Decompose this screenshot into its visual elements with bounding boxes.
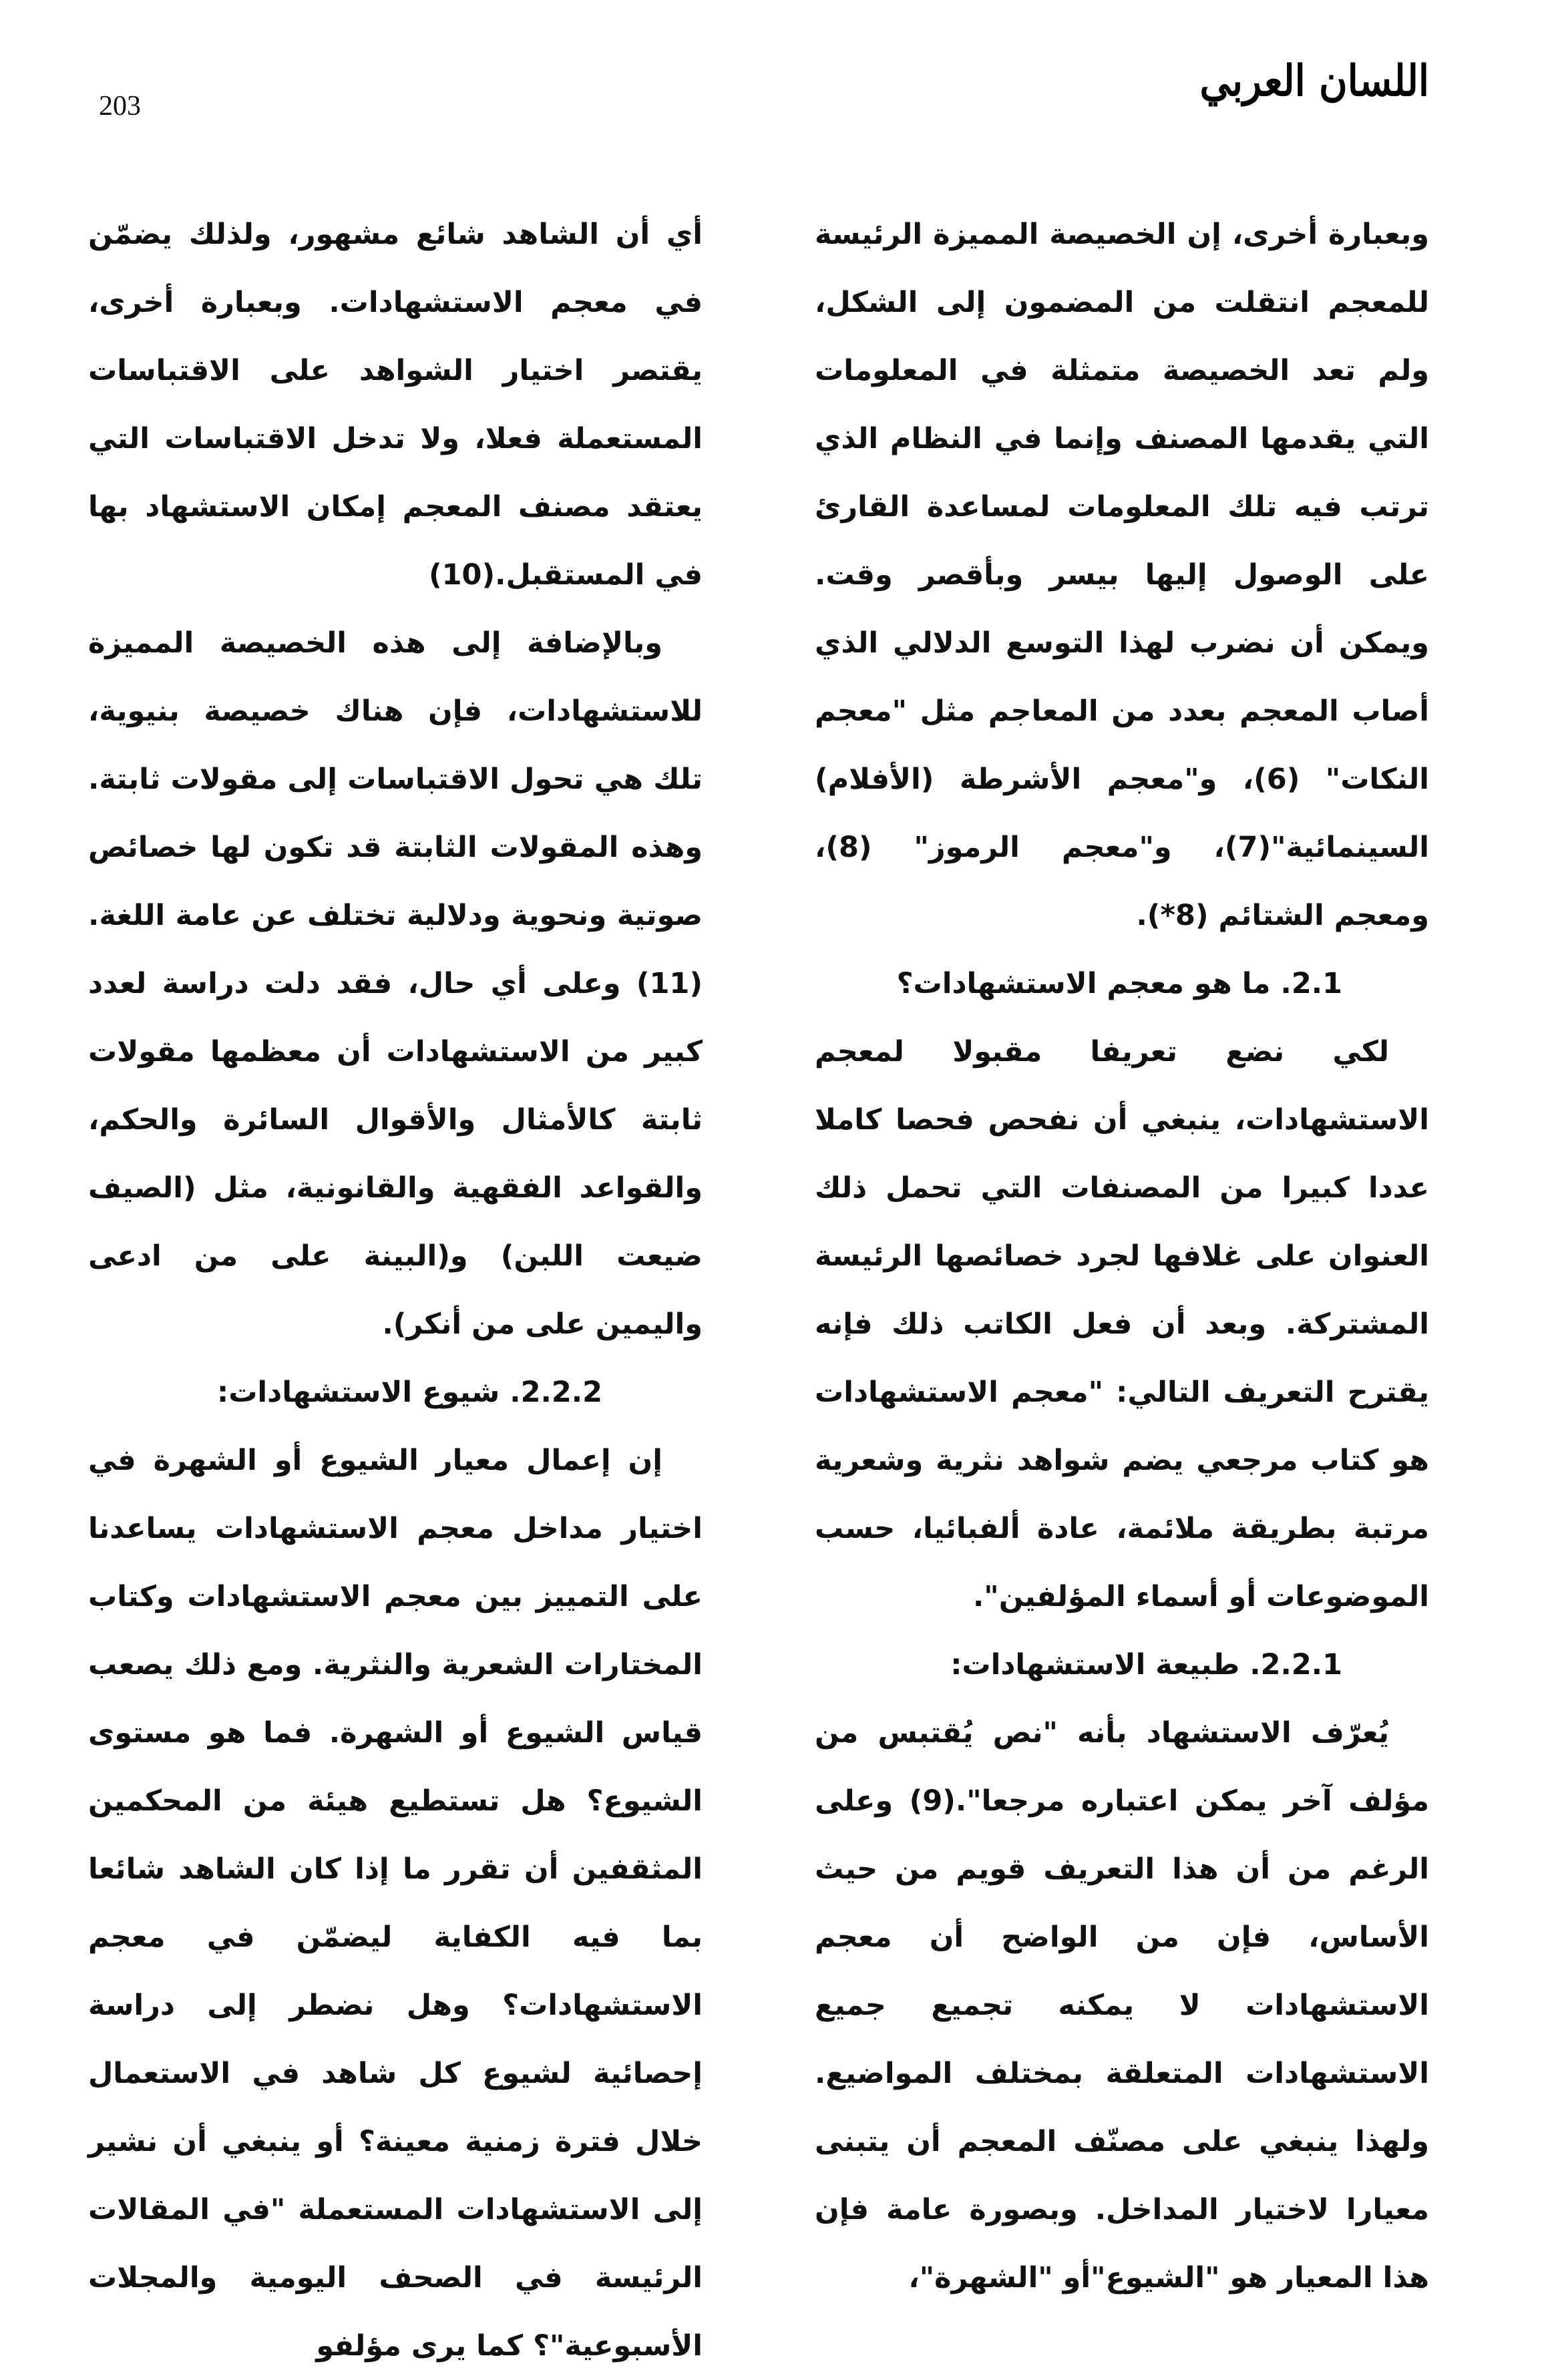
- left-column: [88, 200, 703, 2380]
- section-heading: 2.1. ما هو معجم الاستشهادات؟: [896, 967, 1342, 1000]
- right-column: [815, 200, 1429, 2312]
- journal-title-logo: اللسان العربي: [1199, 55, 1429, 106]
- paragraph: يُعرّف الاستشهاد بأنه "نص يُقتبس من مؤلف آخر يمكن اعتباره مرجعا".(9) وعلى الرغم من أن هذا التعريف قويم من حيث الأساس، فإن من الواضح أن معجم الاستشهادات لا يمكنه تجميع جميع الاستشهادات المتعلقة بمختلف المواضيع. ولهذا ينبغي على مصنّف المعجم أن يتبنى معيارا لاختيار المداخل. وبصورة عامة فإن هذا المعيار هو "الشيوع"أو "الشهرة"،: [815, 1716, 1429, 2295]
- paragraph: وبعبارة أخرى، إن الخصيصة المميزة الرئيسة للمعجم انتقلت من المضمون إلى الشكل، ولم تعد الخصيصة متمثلة في المعلومات التي يقدمها المصنف وإنما في النظام الذي ترتب فيه تلك المعلومات لمساعدة القارئ على الوصول إليها بيسر وبأقصر وقت. ويمكن أن نضرب لهذا التوسع الدلالي الذي أصاب المعجم بعدد من المعاجم مثل "معجم النكات" (6)، و"معجم الأشرطة (الأفلام) السينمائية"(7)، و"معجم الرموز" (8)، ومعجم الشتائم (8*).: [815, 218, 1430, 932]
- section-heading: 2.2.1. طبيعة الاستشهادات:: [950, 1648, 1342, 1681]
- paragraph: إن إعمال معيار الشيوع أو الشهرة في اختيار مداخل معجم الاستشهادات يساعدنا على التمييز بين معجم الاستشهادات وكتاب المختارات الشعرية والنثرية. ومع ذلك يصعب قياس الشيوع أو الشهرة. فما هو مستوى الشيوع؟ هل تستطيع هيئة من المحكمين المثقفين أن تقرر ما إذا كان الشاهد شائعا بما فيه الكفاية ليضمّن في معجم الاستشهادات؟ وهل نضطر إلى دراسة إحصائية لشيوع كل شاهد في الاستعمال خلال فترة زمنية معينة؟ أو ينبغي أن نشير إلى الاستشهادات المستعملة "في المقالات الرئيسة في الصحف اليومية والمجلات الأسبوعية"؟ كما يرى مؤلفو: [88, 1444, 703, 2363]
- paragraph: أي أن الشاهد شائع مشهور، ولذلك يضمّن في معجم الاستشهادات. وبعبارة أخرى، يقتصر اختيار الشواهد على الاقتباسات المستعملة فعلا، ولا تدخل الاقتباسات التي يعتقد مصنف المعجم إمكان الاستشهاد بها في المستقبل.(10): [88, 218, 703, 592]
- section-heading: 2.2.2. شيوع الاستشهادات:: [217, 1376, 602, 1409]
- page-number: 203: [99, 91, 141, 122]
- paragraph: لكي نضع تعريفا مقبولا لمعجم الاستشهادات، ينبغي أن نفحص فحصا كاملا عددا كبيرا من المصنفات التي تحمل ذلك العنوان على غلافها لجرد خصائصها الرئيسة المشتركة. وبعد أن فعل الكاتب ذلك فإنه يقترح التعريف التالي: "معجم الاستشهادات هو كتاب مرجعي يضم شواهد نثرية وشعرية مرتبة بطريقة ملائمة، عادة ألفبائيا، حسب الموضوعات أو أسماء المؤلفين".: [815, 1035, 1429, 1613]
- paragraph: وبالإضافة إلى هذه الخصيصة المميزة للاستشهادات، فإن هناك خصيصة بنيوية، تلك هي تحول الاقتباسات إلى مقولات ثابتة. وهذه المقولات الثابتة قد تكون لها خصائص صوتية ونحوية ودلالية تختلف عن عامة اللغة.(11) وعلى أي حال، فقد دلت دراسة لعدد كبير من الاستشهادات أن معظمها مقولات ثابتة كالأمثال والأقوال السائرة والحكم، والقواعد الفقهية والقانونية، مثل (الصيف ضيعت اللبن) و(البينة على من ادعى واليمين على من أنكر).: [88, 626, 703, 1341]
